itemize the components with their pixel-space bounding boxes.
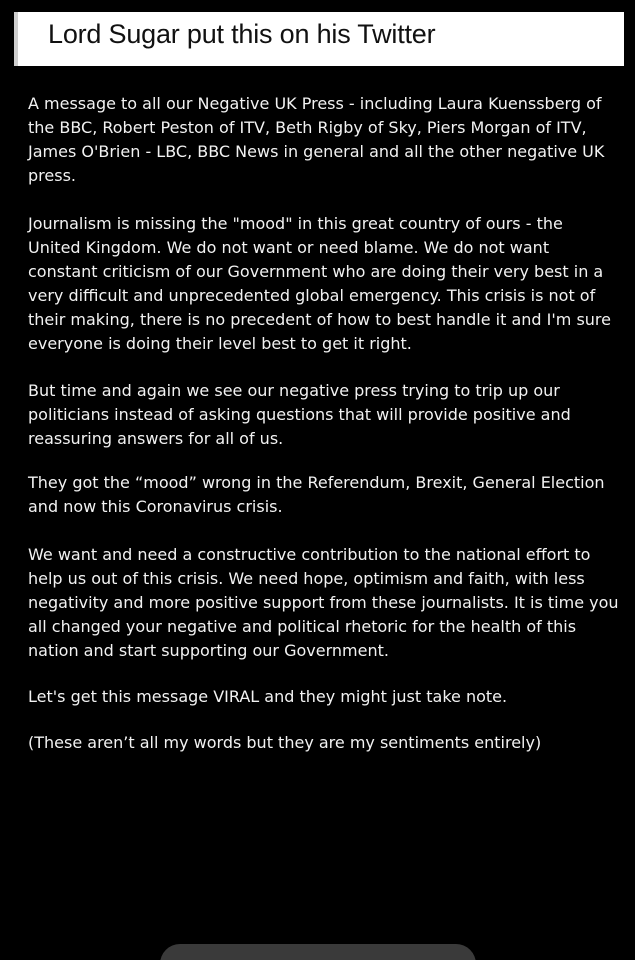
message-paragraph-7: (These aren’t all my words but they are my sentiments entirely) xyxy=(28,733,542,752)
message-paragraph-1: A message to all our Negative UK Press - including Laura Kuenssberg of the BBC, Robert Peston of ITV, Beth Rigby of Sky, Piers Morgan of ITV, James O'Brien - LBC, BBC News in general and all the other negative UK press. xyxy=(28,94,605,185)
message-paragraph-2: Journalism is missing the "mood" in this great country of ours - the United Kingdom. We do not want or need blame. We do not want constant criticism of our Government who are doing their very best in a very difficult and unprecedented global emergency. This crisis is not of their making, there is no precedent of how to best handle it and I'm sure everyone is doing their level best to get it right. xyxy=(28,214,611,353)
caption-bar xyxy=(14,12,624,66)
message-paragraph-6: Let's get this message VIRAL and they might just take note. xyxy=(28,687,508,706)
message-paragraph-3: But time and again we see our negative press trying to trip up our politicians instead of asking questions that will provide positive and reassuring answers for all of us. xyxy=(28,381,571,448)
overlay-pill-button[interactable] xyxy=(160,944,476,960)
message-body xyxy=(28,92,620,779)
caption-text: Lord Sugar put this on his Twitter xyxy=(48,19,436,49)
message-paragraph-5: We want and need a constructive contribution to the national effort to help us out of this crisis. We need hope, optimism and faith, with less negativity and more positive support from these journalists. It is time you all changed your negative and political rhetoric for the health of this nation and start supporting our Government. xyxy=(28,545,619,660)
message-paragraph-4: They got the “mood” wrong in the Referendum, Brexit, General Election and now this Coronavirus crisis. xyxy=(28,473,605,516)
